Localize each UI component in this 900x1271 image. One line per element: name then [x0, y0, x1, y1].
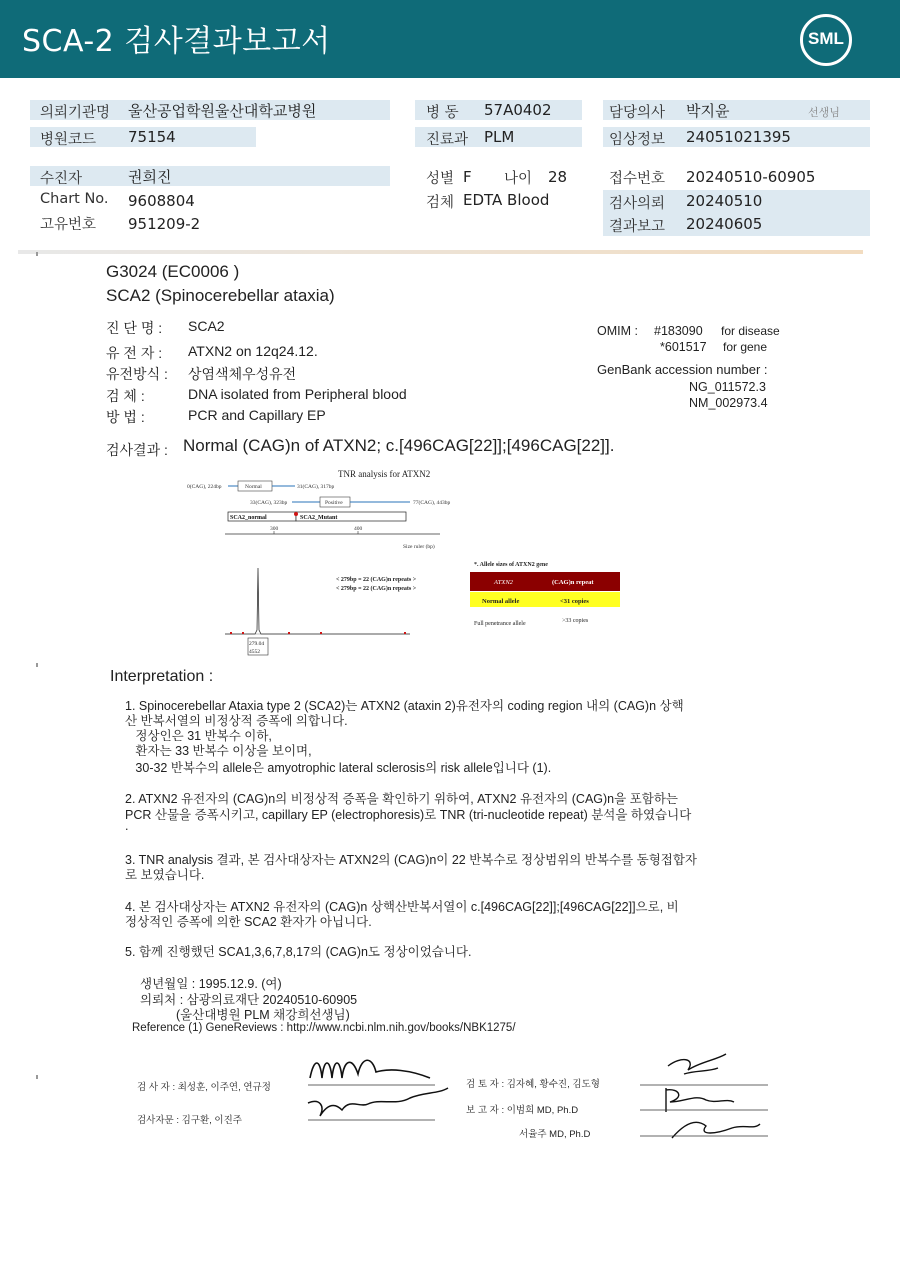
- tester-advisors: 검사자문 : 김구환, 이진주: [137, 1115, 242, 1126]
- sex-value: F: [463, 168, 472, 186]
- gene-label: 유 전 자 :: [106, 345, 163, 361]
- genbank-nm: NM_002973.4: [689, 396, 768, 410]
- reviewer-signatures: [636, 1052, 776, 1144]
- reporter-name: 보 고 자 : 이범희 MD, Ph.D: [466, 1105, 579, 1116]
- chart-label: Chart No.: [40, 191, 109, 207]
- request-value: 20240510: [686, 192, 763, 210]
- interp-line: 1. Spinocerebellar Ataxia type 2 (SCA2)는 ATXN2 (ataxin 2)유전자의 coding region 내의 (CAG)n 상핵: [125, 699, 684, 713]
- table-row-full-label: Full penetrance allele: [474, 621, 526, 627]
- chart-value: 9608804: [128, 192, 195, 210]
- omim-gene: *601517: [660, 340, 707, 354]
- table-row-normal-value: <31 copies: [560, 598, 589, 605]
- table-head-bg: [470, 572, 620, 591]
- reference: Reference (1) GeneReviews : http://www.ncbi.nlm.nih.gov/books/NBK1275/: [132, 1022, 516, 1034]
- normal-box-label: Normal: [245, 484, 262, 490]
- method-label: 방 법 :: [106, 409, 145, 425]
- interp-line: 로 보였습니다.: [125, 868, 205, 882]
- omim-disease-note: for disease: [721, 324, 780, 338]
- doctor-label: 담당의사: [609, 105, 666, 121]
- omim-disease: #183090: [654, 324, 703, 338]
- request-label: 검사의뢰: [609, 196, 666, 212]
- interp-line: 3. TNR analysis 결과, 본 검사대상자는 ATXN2의 (CAG)n이 22 반복수로 정상범위의 반복수를 동형접합자: [125, 853, 698, 867]
- doctor-suffix: 선생님: [808, 106, 840, 119]
- normal-left-label: 0(CAG), 224bp: [187, 484, 222, 490]
- ruler-caption: Size ruler (bp): [403, 544, 435, 550]
- positive-right-label: 77(CAG), 443bp: [413, 500, 451, 506]
- report-title: SCA-2 검사결과보고서: [22, 24, 331, 59]
- result-value: Normal (CAG)n of ATXN2; c.[496CAG[22]];[496CAG[22]].: [183, 436, 615, 455]
- dept-label: 진료과: [426, 132, 469, 148]
- table-row-normal-label: Normal allele: [482, 598, 520, 605]
- method-value: PCR and Capillary EP: [188, 407, 326, 423]
- peak-label-size: 279.04: [249, 641, 265, 647]
- interp-line: 4. 본 검사대상자는 ATXN2 유전자의 (CAG)n 상핵산반복서열이 c.[496CAG[22]];[496CAG[22]]으로, 비: [125, 900, 679, 914]
- peak-label-height: 4552: [249, 649, 260, 655]
- tester-names: 검 사 자 : 최성훈, 이주연, 연규정: [137, 1082, 271, 1093]
- margin-mark: [36, 252, 38, 256]
- allele-table-title: *. Allele sizes of ATXN2 gene: [474, 562, 548, 568]
- positive-left-label: 33(CAG), 323bp: [250, 500, 288, 506]
- patient-label: 수진자: [40, 171, 83, 187]
- reviewer-names: 검 토 자 : 김자혜, 황수진, 김도형: [466, 1079, 600, 1090]
- requester: 의뢰처 : 삼광의료재단 20240510-60905: [140, 993, 358, 1007]
- report-header: [0, 0, 900, 78]
- repeat-line-2: < 279bp = 22 (CAG)n repeats >: [336, 586, 417, 592]
- age-value: 28: [548, 168, 568, 186]
- report-date-label: 결과보고: [609, 219, 666, 235]
- interp-line: 5. 함께 진행했던 SCA1,3,6,7,8,17의 (CAG)n도 정상이었습니다.: [125, 945, 472, 959]
- positive-box-label: Positive: [325, 500, 343, 506]
- sex-label: 성별: [426, 171, 455, 187]
- ward-label: 병 동: [426, 105, 459, 121]
- test-name: SCA2 (Spinocerebellar ataxia): [106, 286, 335, 305]
- birth-date: 생년월일 : 1995.12.9. (여): [140, 977, 282, 991]
- receipt-value: 20240510-60905: [686, 168, 816, 186]
- institution-value: 울산공업학원울산대학교병원: [128, 102, 317, 120]
- sml-logo: [800, 14, 852, 66]
- tester-signatures: [300, 1048, 460, 1128]
- age-label: 나이: [504, 171, 533, 187]
- omim-gene-note: for gene: [723, 340, 768, 354]
- interp-line: 환자는 33 반복수 이상을 보이며,: [125, 744, 312, 758]
- margin-mark: [36, 663, 38, 667]
- inheritance-value: 상염색체우성유전: [188, 366, 297, 382]
- dept-value: PLM: [484, 128, 515, 146]
- table-head-repeat: (CAG)n repeat: [552, 579, 594, 586]
- clinical-label: 임상정보: [609, 132, 666, 148]
- uid-label: 고유번호: [40, 217, 97, 233]
- patient-value: 권희진: [128, 168, 172, 186]
- inheritance-label: 유전방식 :: [106, 366, 168, 382]
- test-code: G3024 (EC0006 ): [106, 262, 240, 281]
- figure-title: TNR analysis for ATXN2: [338, 469, 431, 479]
- diagnosis-label: 진 단 명 :: [106, 320, 163, 336]
- clinical-value: 24051021395: [686, 128, 791, 146]
- label-bar: [30, 166, 390, 186]
- hospital-code-value: 75154: [128, 128, 176, 146]
- margin-mark: [36, 1075, 38, 1079]
- bar-marker: [294, 512, 298, 516]
- sample-value: DNA isolated from Peripheral blood: [188, 386, 407, 402]
- interpretation-heading: Interpretation :: [110, 668, 214, 685]
- result-label: 검사결과 :: [106, 442, 168, 458]
- requester-detail: (울산대병원 PLM 채강희선생님): [176, 1008, 350, 1022]
- gene-value: ATXN2 on 12q24.12.: [188, 343, 318, 359]
- interp-line: 2. ATXN2 유전자의 (CAG)n의 비정상적 증폭을 확인하기 위하여, ATXN2 유전자의 (CAG)n을 포함하는: [125, 792, 678, 806]
- interp-line: 30-32 반복수의 allele은 amyotrophic lateral sclerosis의 risk allele입니다 (1).: [125, 761, 552, 775]
- diagnosis-value: SCA2: [188, 318, 225, 334]
- mutant-bar-label: SCA2_Mutant: [300, 515, 338, 521]
- genbank-label: GenBank accession number :: [597, 362, 768, 377]
- ward-value: 57A0402: [484, 101, 552, 119]
- table-head-gene: ATXN2: [494, 579, 513, 586]
- interp-line: 정상적인 증폭에 의한 SCA2 환자가 아닙니다.: [125, 915, 372, 929]
- tnr-analysis-figure: [170, 462, 640, 662]
- doctor-value: 박지윤: [686, 102, 730, 120]
- section-divider: [18, 250, 863, 254]
- normal-bar-label: SCA2_normal: [230, 515, 267, 521]
- logo-text: SML: [808, 29, 844, 48]
- interp-line: 산 반복서열의 비정상적 증폭에 의합니다.: [125, 714, 348, 728]
- ruler-300: 300: [270, 526, 279, 532]
- interp-line: PCR 산물을 증폭시키고, capillary EP (electrophoresis)로 TNR (tri-nucleotide repeat) 분석을 하였습니다: [125, 808, 692, 822]
- report-date-value: 20240605: [686, 215, 763, 233]
- receipt-label: 접수번호: [609, 171, 666, 187]
- specimen-value: EDTA Blood: [463, 191, 550, 209]
- sample-label: 검 체 :: [106, 388, 145, 404]
- hospital-code-label: 병원코드: [40, 132, 97, 148]
- specimen-label: 검체: [426, 195, 455, 211]
- interp-line: 정상인은 31 반복수 이하,: [125, 729, 272, 743]
- repeat-line-1: < 279bp = 22 (CAG)n repeats >: [336, 577, 417, 583]
- normal-right-label: 31(CAG), 317bp: [297, 484, 335, 490]
- uid-value: 951209-2: [128, 215, 201, 233]
- omim-label: OMIM :: [597, 324, 638, 338]
- reporter-name-2: 서율주 MD, Ph.D: [519, 1129, 591, 1140]
- interp-line: .: [125, 819, 129, 833]
- ruler-400: 400: [354, 526, 363, 532]
- institution-label: 의뢰기관명: [40, 105, 111, 121]
- genbank-ng: NG_011572.3: [689, 380, 766, 394]
- table-row-full-value: >33 copies: [562, 618, 589, 624]
